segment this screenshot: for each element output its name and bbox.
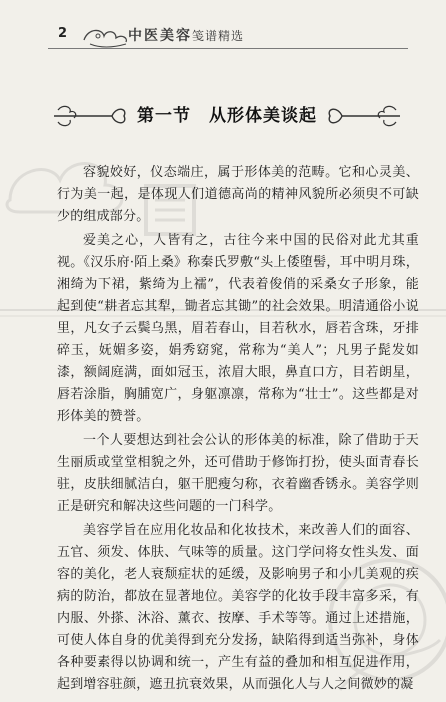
section-title: 第一节 从形体美谈起 bbox=[137, 106, 317, 126]
book-title-sub: 笺谱精选 bbox=[192, 29, 245, 43]
paragraph-1: 容貌姣好，仪态端庄，属于形体美的范畴。它和心灵美、行为美一起，是体现人们道德高尚的精神风貌所必须臾不可缺少的组成部分。 bbox=[57, 165, 419, 224]
header-rule bbox=[48, 48, 408, 49]
page-number: 2 bbox=[58, 26, 68, 41]
right-cloud-ornament-icon bbox=[326, 102, 402, 130]
book-title bbox=[128, 25, 244, 45]
body-text bbox=[57, 162, 419, 696]
running-header bbox=[0, 22, 446, 50]
paragraph-2: 爱美之心，人皆有之，古往今来中国的民俗对此尤其重视。《汉乐府·陌上桑》称秦氏罗敷“头上倭堕髻，耳中明月珠，湘绮为下裙，紫绮为上襦”，代表着俊俏的采桑女子形象，能起到使“耕者忘其犁，锄者忘其锄”的社会效果。明清通俗小说里，凡女子云鬓乌黑，眉若春山，目若秋水，唇若含珠，牙排碎玉，妩媚多姿，娟秀窈窕，常称为“美人”；凡男子髭发如漆，额阔庭满，面如冠玉，浓眉大眼，鼻直口方，目若朗星，唇若涂脂，胸脯宽广，身躯凛凛，常称为“壮士”。这些都是对形体美的赞誉。 bbox=[57, 233, 419, 424]
paragraph-3: 一个人要想达到社会公认的形体美的标准，除了借助于天生丽质或堂堂相貌之外，还可借助于修饰打扮，使头面青春长驻，皮肤细腻洁白，躯干肥瘦匀称，衣着幽香锈永。美容学则正是研究和解决这些问题的一门科学。 bbox=[57, 433, 419, 514]
paragraph-4: 美容学旨在应用化妆品和化妆技术，来改善人们的面容、五官、须发、体肤、气味等的质量。这门学问将女性头发、面容的美化，老人衰颓症状的延缓，及影响男子和小儿美观的疾病的防治，都放在显著地位。美容学的化妆手段丰富多采，有内服、外搽、沐浴、薰衣、按摩、手术等等。通过上述措施，可使人体自身的优美得到充分发扬，缺陷得到适当弥补，身体各种要素得以协调和统一，产生有益的叠加和相互促进作用，起到增容驻颜，遮丑抗衰效果，从而强化人与人之间微妙的凝 bbox=[57, 523, 419, 692]
book-title-main: 中医美容 bbox=[128, 28, 192, 44]
section-heading bbox=[48, 100, 406, 132]
